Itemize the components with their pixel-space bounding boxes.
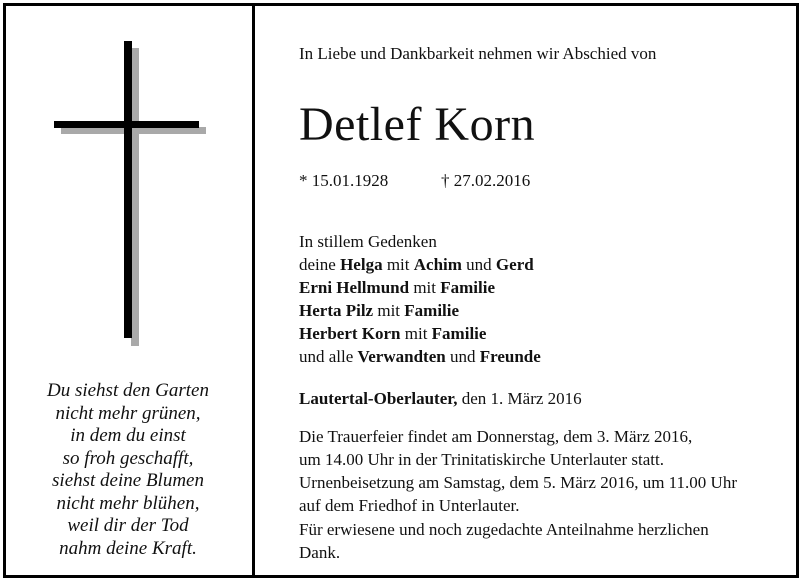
thanks-text bbox=[299, 518, 709, 564]
mourners-text: mit bbox=[400, 324, 432, 343]
mourners-text: mit bbox=[382, 255, 414, 274]
notice-date: den 1. März 2016 bbox=[457, 389, 582, 408]
mourners-text: mit bbox=[409, 278, 441, 297]
poem-line: in dem du einst bbox=[70, 425, 186, 446]
mourners-text: mit bbox=[373, 301, 405, 320]
mourner-name: Familie bbox=[431, 324, 487, 343]
poem-line: nahm deine Kraft. bbox=[59, 537, 197, 559]
place-and-date bbox=[299, 389, 582, 409]
mourner-name: Familie bbox=[440, 278, 495, 297]
place-name: Lautertal-Oberlauter, bbox=[299, 389, 458, 408]
ceremony-line: Urnenbeisetzung am Samstag, dem 5. März 2016, um 11.00 Uhr bbox=[299, 473, 737, 492]
death-date: † 27.02.2016 bbox=[441, 171, 531, 190]
cross-bar-horizontal bbox=[54, 121, 199, 128]
deceased-name: Detlef Korn bbox=[299, 98, 536, 151]
mourner-name: Verwandten bbox=[357, 347, 446, 366]
mourners-list bbox=[299, 230, 541, 368]
column-divider bbox=[252, 3, 255, 578]
mourners-text: In stillem Gedenken bbox=[299, 232, 437, 251]
mourners-text: und alle bbox=[299, 347, 358, 366]
mourner-name: Gerd bbox=[495, 255, 534, 274]
mourners-line bbox=[299, 322, 541, 345]
poem-line: nicht mehr blühen, bbox=[56, 492, 200, 514]
ceremony-line: um 14.00 Uhr in der Trinitatiskirche Unterlauter statt. bbox=[299, 450, 664, 469]
ceremony-info bbox=[299, 425, 737, 517]
poem-line: siehst deine Blumen bbox=[52, 470, 204, 491]
mourner-name: Achim bbox=[413, 255, 462, 274]
mourners-text: deine bbox=[299, 255, 341, 274]
mourners-line bbox=[299, 345, 541, 368]
mourner-name: Herbert Korn bbox=[299, 324, 401, 343]
intro-text: In Liebe und Dankbarkeit nehmen wir Abschied von bbox=[299, 44, 657, 63]
mourner-name: Freunde bbox=[479, 347, 541, 366]
thanks-line: Für erwiesene und noch zugedachte Anteilnahme herzlichen bbox=[299, 520, 709, 539]
poem-line: Du siehst den Garten bbox=[46, 380, 209, 401]
mourners-line bbox=[299, 299, 541, 322]
mourners-line bbox=[299, 253, 541, 276]
ceremony-line: Die Trauerfeier findet am Donnerstag, dem 3. März 2016, bbox=[299, 427, 693, 446]
birth-date: * 15.01.1928 bbox=[299, 171, 389, 190]
poem-line: nicht mehr grünen, bbox=[55, 402, 201, 424]
mourner-name: Familie bbox=[404, 301, 460, 320]
poem-line: so froh geschafft, bbox=[62, 447, 194, 469]
mourners-text: und bbox=[461, 255, 496, 274]
mourners-line bbox=[299, 230, 541, 253]
ceremony-line: auf dem Friedhof in Unterlauter. bbox=[299, 496, 520, 515]
mourner-name: Helga bbox=[340, 255, 383, 274]
cross-bar-vertical bbox=[124, 41, 132, 338]
life-dates bbox=[299, 171, 531, 191]
poem-line: weil dir der Tod bbox=[67, 515, 189, 536]
cross-shadow-vertical bbox=[131, 48, 139, 346]
mourner-name: Erni Hellmund bbox=[299, 278, 410, 297]
thanks-line: Dank. bbox=[299, 543, 341, 562]
mourner-name: Herta Pilz bbox=[299, 301, 374, 320]
cross-shadow-horizontal bbox=[61, 127, 206, 134]
mourners-text: und bbox=[445, 347, 480, 366]
mourners-line bbox=[299, 276, 541, 299]
poem bbox=[10, 380, 246, 560]
